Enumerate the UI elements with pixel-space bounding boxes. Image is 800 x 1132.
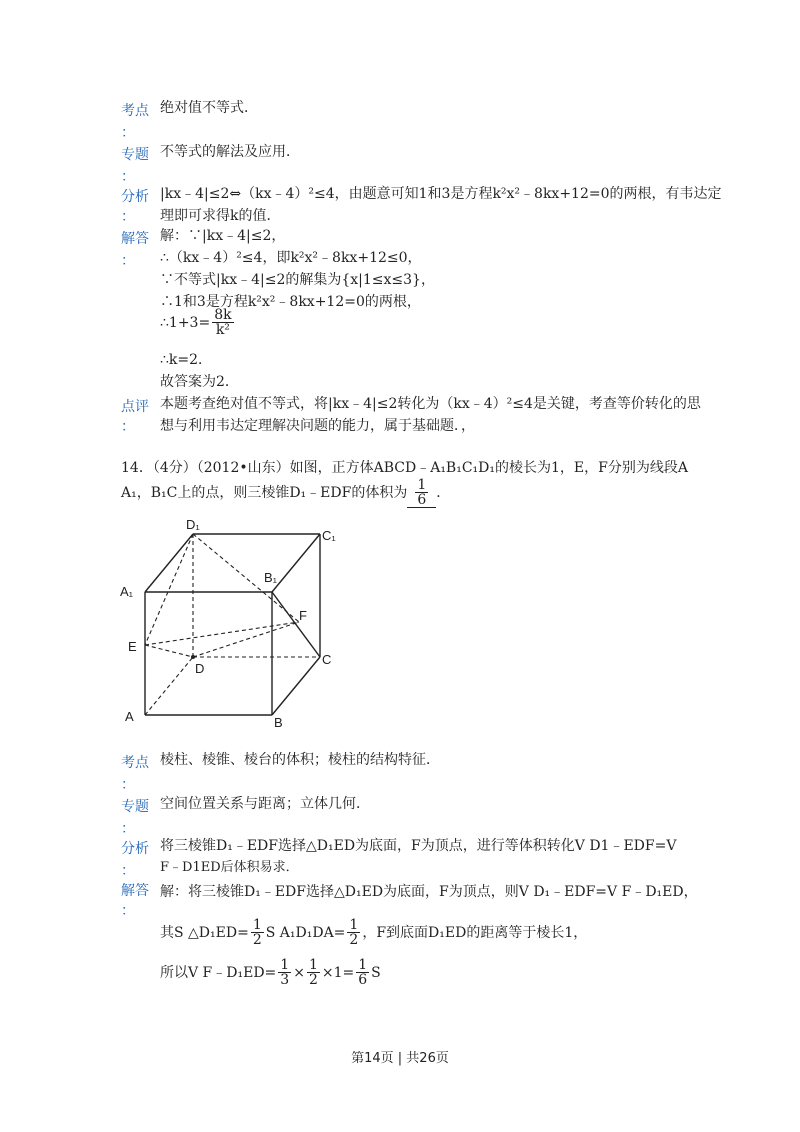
colon: ： (121, 863, 135, 879)
fraction-sixth (356, 958, 369, 987)
fraction-numerator: 1 (280, 957, 290, 973)
kaodian-label: 考点 (121, 103, 149, 119)
colon: ： (121, 169, 135, 185)
fraction-numerator: 8k (214, 307, 232, 323)
segment-ed (145, 645, 193, 657)
colon: ： (121, 125, 135, 141)
label-b1: B₁ (264, 570, 278, 585)
jieda-line: ∴1和3是方程k²x²﹣8kx+12=0的两根， (160, 294, 421, 310)
edge-bc (272, 657, 320, 715)
jieda-text: ，F到底面D₁ED的距离等于棱长1， (362, 924, 588, 941)
edge-ad-hidden (145, 657, 193, 715)
fraction-numerator: 1 (308, 957, 318, 973)
kaodian-text: 绝对值不等式． (160, 100, 258, 116)
jieda-fraction-line (160, 308, 236, 337)
colon: ： (121, 209, 135, 225)
problem-line-2 (121, 478, 450, 508)
fraction-numerator: 1 (358, 957, 368, 973)
fraction-half (307, 958, 320, 987)
zhuanti-text: 空间位置关系与距离；立体几何． (160, 796, 370, 812)
label-b: B (274, 715, 283, 730)
label-f: F (299, 608, 307, 623)
fenxi-line: F﹣D1ED后体积易求． (160, 860, 299, 875)
fenxi-label: 分析 (121, 841, 149, 857)
label-c1: C₁ (322, 528, 336, 543)
fraction-numerator: 1 (252, 917, 262, 933)
edge-b1c1 (272, 534, 320, 592)
jieda-line: 故答案为2． (160, 374, 239, 390)
colon: ： (121, 903, 135, 919)
colon: ： (121, 419, 135, 435)
label-c: C (322, 652, 332, 667)
jieda-label: 解答 (121, 883, 149, 899)
fenxi-line: 将三棱锥D₁﹣EDF选择△D₁ED为底面，F为顶点，进行等体积转化V D1﹣EDF=V (160, 838, 677, 854)
dianping-line: 本题考查绝对值不等式，将|kx﹣4|≤2转化为（kx﹣4）²≤4是关键，考查等价转化的思 (160, 396, 701, 412)
jieda-line: ∴（kx﹣4）²≤4，即k²x²﹣8kx+12≤0， (160, 250, 422, 266)
kaodian-label: 考点 (121, 755, 149, 771)
colon: ： (121, 821, 135, 837)
dianping-label: 点评 (121, 399, 149, 415)
fenxi-line: 理即可求得k的值． (160, 208, 281, 224)
jieda-text: 其S △D₁ED= (160, 924, 249, 941)
fraction-denominator: 6 (417, 492, 427, 508)
page-footer: 第14页 | 共26页 (351, 1051, 449, 1066)
problem-text: ． (436, 485, 451, 501)
jieda-line: ∴k=2． (160, 352, 213, 368)
label-d1: D₁ (186, 517, 200, 532)
fraction-numerator: 1 (417, 477, 427, 493)
colon: ： (121, 253, 135, 269)
kaodian-text: 棱柱、棱锥、棱台的体积；棱柱的结构特征． (160, 752, 440, 768)
label-e: E (128, 639, 137, 654)
jieda-line: ∵不等式|kx﹣4|≤2的解集为{x|1≤x≤3}， (160, 272, 435, 288)
cube-figure (110, 512, 350, 732)
segment-df (193, 622, 299, 657)
fraction-half (251, 918, 264, 947)
times-sign: × (293, 964, 305, 981)
colon: ： (121, 777, 135, 793)
fraction-denominator: 3 (280, 972, 290, 988)
label-d: D (195, 661, 205, 676)
zhuanti-text: 不等式的解法及应用． (160, 144, 300, 160)
answer-fraction (415, 478, 428, 507)
fraction-denominator: 6 (358, 972, 368, 988)
dianping-line: 想与利用韦达定理解决问题的能力，属于基础题．， (160, 418, 475, 434)
jieda-line: 解：∵|kx﹣4|≤2， (160, 228, 286, 244)
segment-d1e (145, 534, 193, 645)
times-one: ×1= (321, 964, 355, 981)
jieda-text: S A₁D₁DA= (265, 924, 346, 941)
problem-line: 14．（4分）（2012•山东）如图，正方体ABCD﹣A₁B₁C₁D₁的棱长为1，E，F分别为线段A (121, 460, 688, 476)
fraction-denominator: 2 (252, 932, 262, 948)
jieda-line: ∴1+3= (160, 314, 211, 331)
label-a1: A₁ (120, 584, 134, 599)
answer-blank (407, 478, 436, 508)
jieda-text: 所以V F﹣D₁ED= (160, 964, 277, 981)
fenxi-label: 分析 (121, 189, 149, 205)
fraction-denominator: k² (215, 322, 230, 338)
fraction-denominator: 2 (349, 932, 359, 948)
jieda-text: S (371, 964, 381, 981)
jieda-label: 解答 (121, 231, 149, 247)
zhuanti-label: 专题 (121, 799, 149, 815)
fraction (212, 308, 233, 337)
fraction-numerator: 1 (349, 917, 359, 933)
jieda-area-line (160, 918, 587, 947)
fenxi-line: |kx﹣4|≤2⇔（kx﹣4）²≤4，由题意可知1和3是方程k²x²﹣8kx+12=0的两根，有韦达定 (160, 186, 722, 202)
zhuanti-label: 专题 (121, 147, 149, 163)
segment-ef (145, 622, 299, 645)
problem-text: A₁，B₁C上的点，则三棱锥D₁﹣EDF的体积为 (121, 485, 408, 501)
point-d (191, 655, 195, 659)
jieda-volume-line (160, 958, 381, 987)
jieda-line: 解：将三棱锥D₁﹣EDF选择△D₁ED为底面，F为顶点，则V D₁﹣EDF=V F﹣D₁ED， (160, 884, 698, 900)
fraction-denominator: 2 (308, 972, 318, 988)
fraction-half (347, 918, 360, 947)
fraction-third (278, 958, 291, 987)
edge-a1d1 (145, 534, 193, 592)
label-a: A (125, 709, 134, 724)
